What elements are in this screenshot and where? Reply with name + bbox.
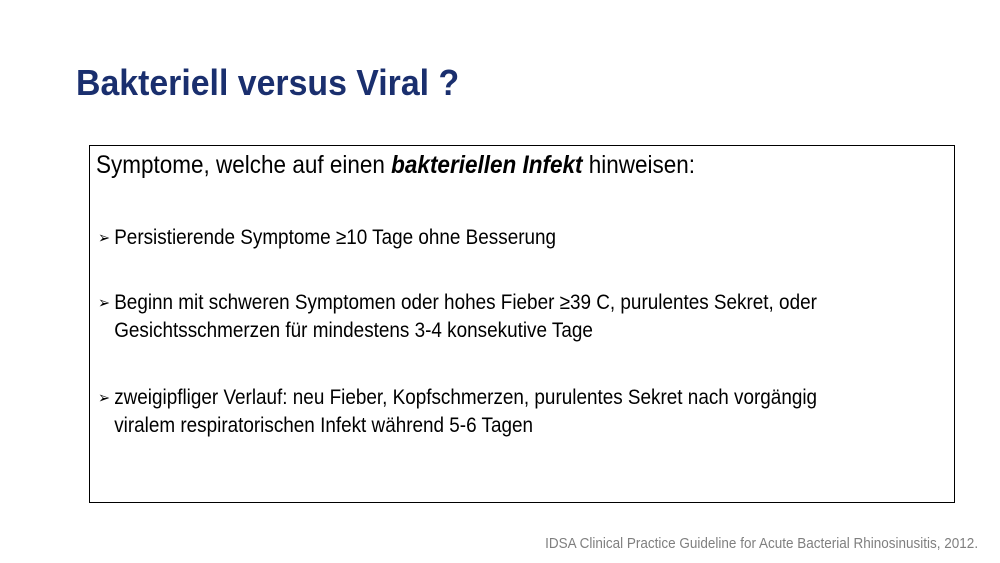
symptom-box — [89, 145, 955, 503]
bullet-2-line-2: Gesichtsschmerzen für mindestens 3-4 konsekutive Tage — [114, 319, 593, 342]
bullet-item-2 — [98, 289, 817, 345]
intro-line — [96, 149, 695, 181]
intro-text-after: hinweisen: — [582, 151, 696, 179]
bullet-1-line-1: Persistierende Symptome ≥10 Tage ohne Besserung — [114, 226, 557, 249]
arrow-bullet-icon: ➢ — [98, 293, 111, 312]
bullet-3-line-2: viralem respiratorischen Infekt während 5-6 Tagen — [114, 414, 534, 437]
arrow-bullet-icon: ➢ — [98, 388, 111, 407]
slide-title: Bakteriell versus Viral ? — [76, 62, 460, 103]
bullet-item-3 — [98, 384, 817, 440]
intro-emphasis: bakteriellen Infekt — [391, 151, 583, 179]
bullet-2-line-1: Beginn mit schweren Symptomen oder hohes Fieber ≥39 C, purulentes Sekret, oder — [114, 291, 817, 314]
citation-footer: IDSA Clinical Practice Guideline for Acute Bacterial Rhinosinusitis, 2012. — [545, 535, 978, 552]
bullet-item-1 — [98, 224, 556, 252]
bullet-3-line-1: zweigipfliger Verlauf: neu Fieber, Kopfschmerzen, purulentes Sekret nach vorgängig — [114, 386, 818, 409]
arrow-bullet-icon: ➢ — [98, 228, 111, 247]
intro-text-before: Symptome, welche auf einen — [96, 151, 392, 179]
